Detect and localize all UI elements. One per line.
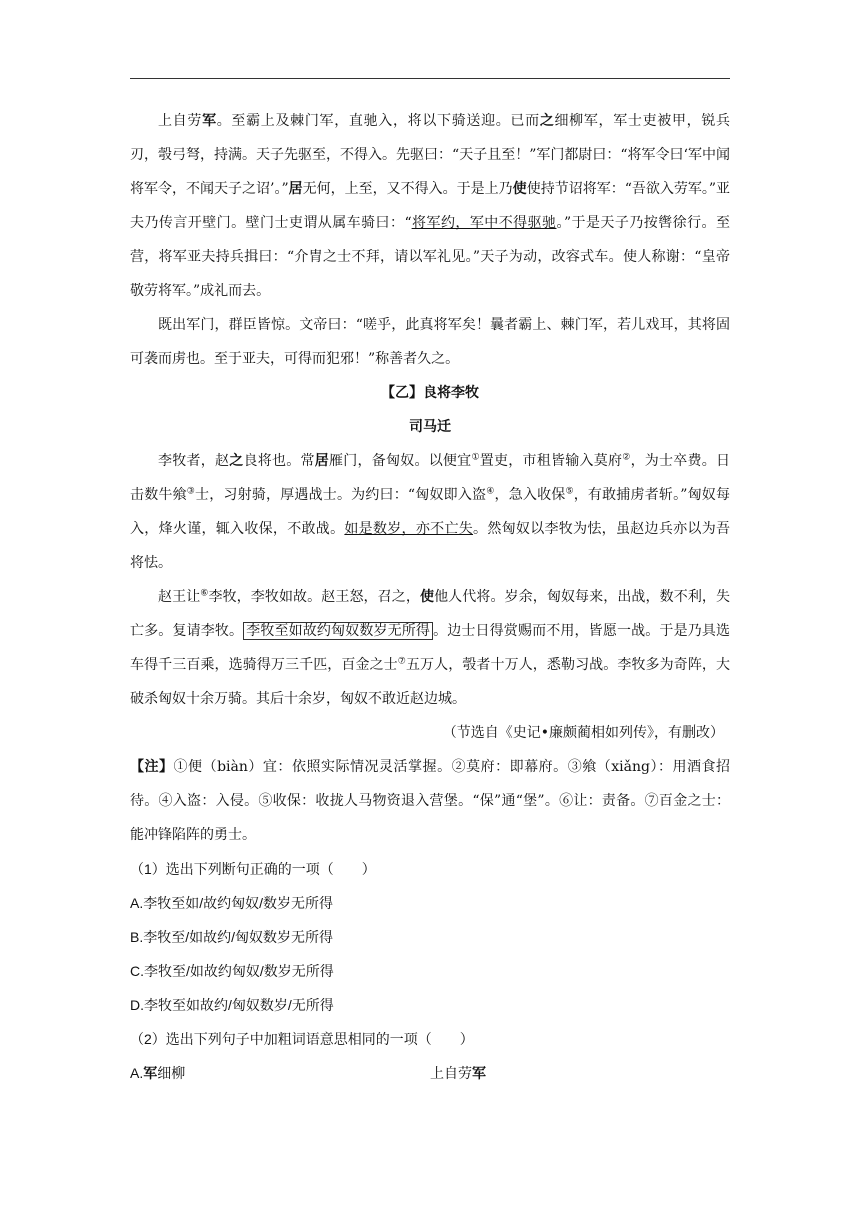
text: 细柳军，军士吏被甲，锐兵刃，彀弓弩，持满。天子先驱至，不得入。先驱曰：“天子且至！”军门都尉曰：“将军令曰‘军中闻将军令，不闻天子之诏’。” <box>130 113 731 197</box>
bold-word: 居 <box>314 453 329 469</box>
note-ref: ③ <box>186 486 196 497</box>
text: 五万人，彀者十万人，悉勒习战。李牧多为奇阵，大破杀匈奴十余万骑。其后十余岁，匈奴不敢近赵边城。 <box>130 657 731 707</box>
text: 细柳 <box>157 1065 186 1081</box>
bold-word: 军 <box>202 113 217 129</box>
question-1-option-a[interactable]: A.李牧至如/故约匈奴/数岁无所得 <box>130 895 334 911</box>
question-2-option-a[interactable] <box>130 1056 730 1090</box>
boxed-sentence: 李牧至如故约匈奴数岁无所得 <box>243 622 433 640</box>
option-a-right <box>430 1056 486 1090</box>
passage-yi-title: 【乙】良将李牧 <box>381 385 479 401</box>
text: 他人代将。岁余，匈奴每来，出战，数不利，失亡多。复请李牧。 <box>130 589 731 639</box>
document-body <box>130 104 730 1090</box>
source-citation: （节选自《史记•廉颇蔺相如列传》，有删改） <box>442 725 724 741</box>
question-2: （2）选出下列句子中加粗词语意思相同的一项（ ） <box>130 1031 474 1047</box>
note-ref: ⑥ <box>200 588 209 599</box>
question-1-option-c[interactable]: C.李牧至/如故约匈奴/数岁无所得 <box>130 963 334 979</box>
bold-word: 之 <box>539 113 555 129</box>
note-ref: ① <box>471 452 480 463</box>
option-letter: A. <box>130 1065 144 1081</box>
text: 士，习射骑，厚遇战士。为约曰：“匈奴即入盗 <box>195 487 487 503</box>
text: 李牧者，赵 <box>158 453 230 469</box>
question-1: （1）选出下列断句正确的一项（ ） <box>130 861 376 877</box>
text: 使持节诏将军：“吾欲入劳军。”亚夫乃传言开壁门。壁门士吏谓从属车骑曰：“ <box>130 181 731 231</box>
bold-word: 军 <box>143 1065 158 1081</box>
text: ，有敢捕虏者斩。”匈奴每入，烽火谨，辄入收保，不敢战。 <box>130 487 731 537</box>
note-ref: ⑤ <box>565 486 574 497</box>
underlined-sentence: 如是数岁，亦不亡失 <box>344 521 474 537</box>
note-ref: ④ <box>486 486 495 497</box>
bold-word: 居 <box>288 181 303 197</box>
question-1-option-b[interactable]: B.李牧至/如故约/匈奴数岁无所得 <box>130 929 334 945</box>
question-1-option-d[interactable]: D.李牧至如故约/匈奴数岁/无所得 <box>130 997 334 1013</box>
top-rule <box>130 78 730 79</box>
text: ，急入收保 <box>494 487 566 503</box>
notes-label: 【注】 <box>130 759 174 775</box>
passage-jia-paragraph-2: 既出军门，群臣皆惊。文帝曰：“嗟乎，此真将军矣！曩者霸上、棘门军，若儿戏耳，其将固可袭而虏也。至于亚夫，可得而犯邪！”称善者久之。 <box>130 317 730 367</box>
bold-word: 之 <box>229 453 244 469</box>
text: 李牧，李牧如故。赵王怒，召之， <box>208 589 420 605</box>
text: 。边士日得赏赐而不用，皆愿一战。于是乃具选车得千三百乘，选骑得万三千匹，百金之士 <box>130 623 731 673</box>
annotations <box>130 750 730 852</box>
underlined-sentence: 将军约，军中不得驱驰 <box>411 215 557 231</box>
passage-jia-paragraph-1 <box>130 104 730 308</box>
text: 。然匈奴以李牧为怯，虽赵边兵亦以为吾将怯。 <box>130 521 731 571</box>
note-ref: ② <box>622 452 631 463</box>
bold-word: 使 <box>512 181 527 197</box>
text: 雁门，备匈奴。以便宜 <box>328 453 472 469</box>
bold-word: 军 <box>472 1065 486 1081</box>
text: 置吏，市租皆输入莫府 <box>479 453 623 469</box>
text: 无何，上至，又不得入。于是上乃 <box>302 181 513 197</box>
text: 赵王让 <box>158 589 201 605</box>
bold-word: 使 <box>419 589 435 605</box>
notes-text: ①便（biàn）宜：依照实际情况灵活掌握。②莫府：即幕府。③飨（xiǎng）：用酒食招待。④入盗：入侵。⑤收保：收拢人马物资退入营堡。“保”通“堡”。⑥让：责备。⑦百金之士：能冲锋陷阵的勇士。 <box>130 759 731 843</box>
text: 上自劳 <box>158 113 203 129</box>
text: 良将也。常 <box>243 453 315 469</box>
passage-yi-paragraph-2 <box>130 580 730 716</box>
note-ref: ⑦ <box>397 656 406 667</box>
text: 。至霸上及棘门军，直驰入，将以下骑送迎。已而 <box>216 113 540 129</box>
text: 上自劳 <box>430 1065 472 1081</box>
option-a-left <box>130 1056 430 1090</box>
text: ，为士卒费。日击数牛飨 <box>130 453 731 503</box>
passage-yi-author: 司马迁 <box>409 419 451 435</box>
passage-yi-paragraph-1 <box>130 444 730 580</box>
text: 。”于是天子乃按辔徐行。至营，将军亚夫持兵揖曰：“介胄之士不拜，请以军礼见。”天子为动，改容式车。使人称谢：“皇帝敬劳将军。”成礼而去。 <box>130 215 730 299</box>
